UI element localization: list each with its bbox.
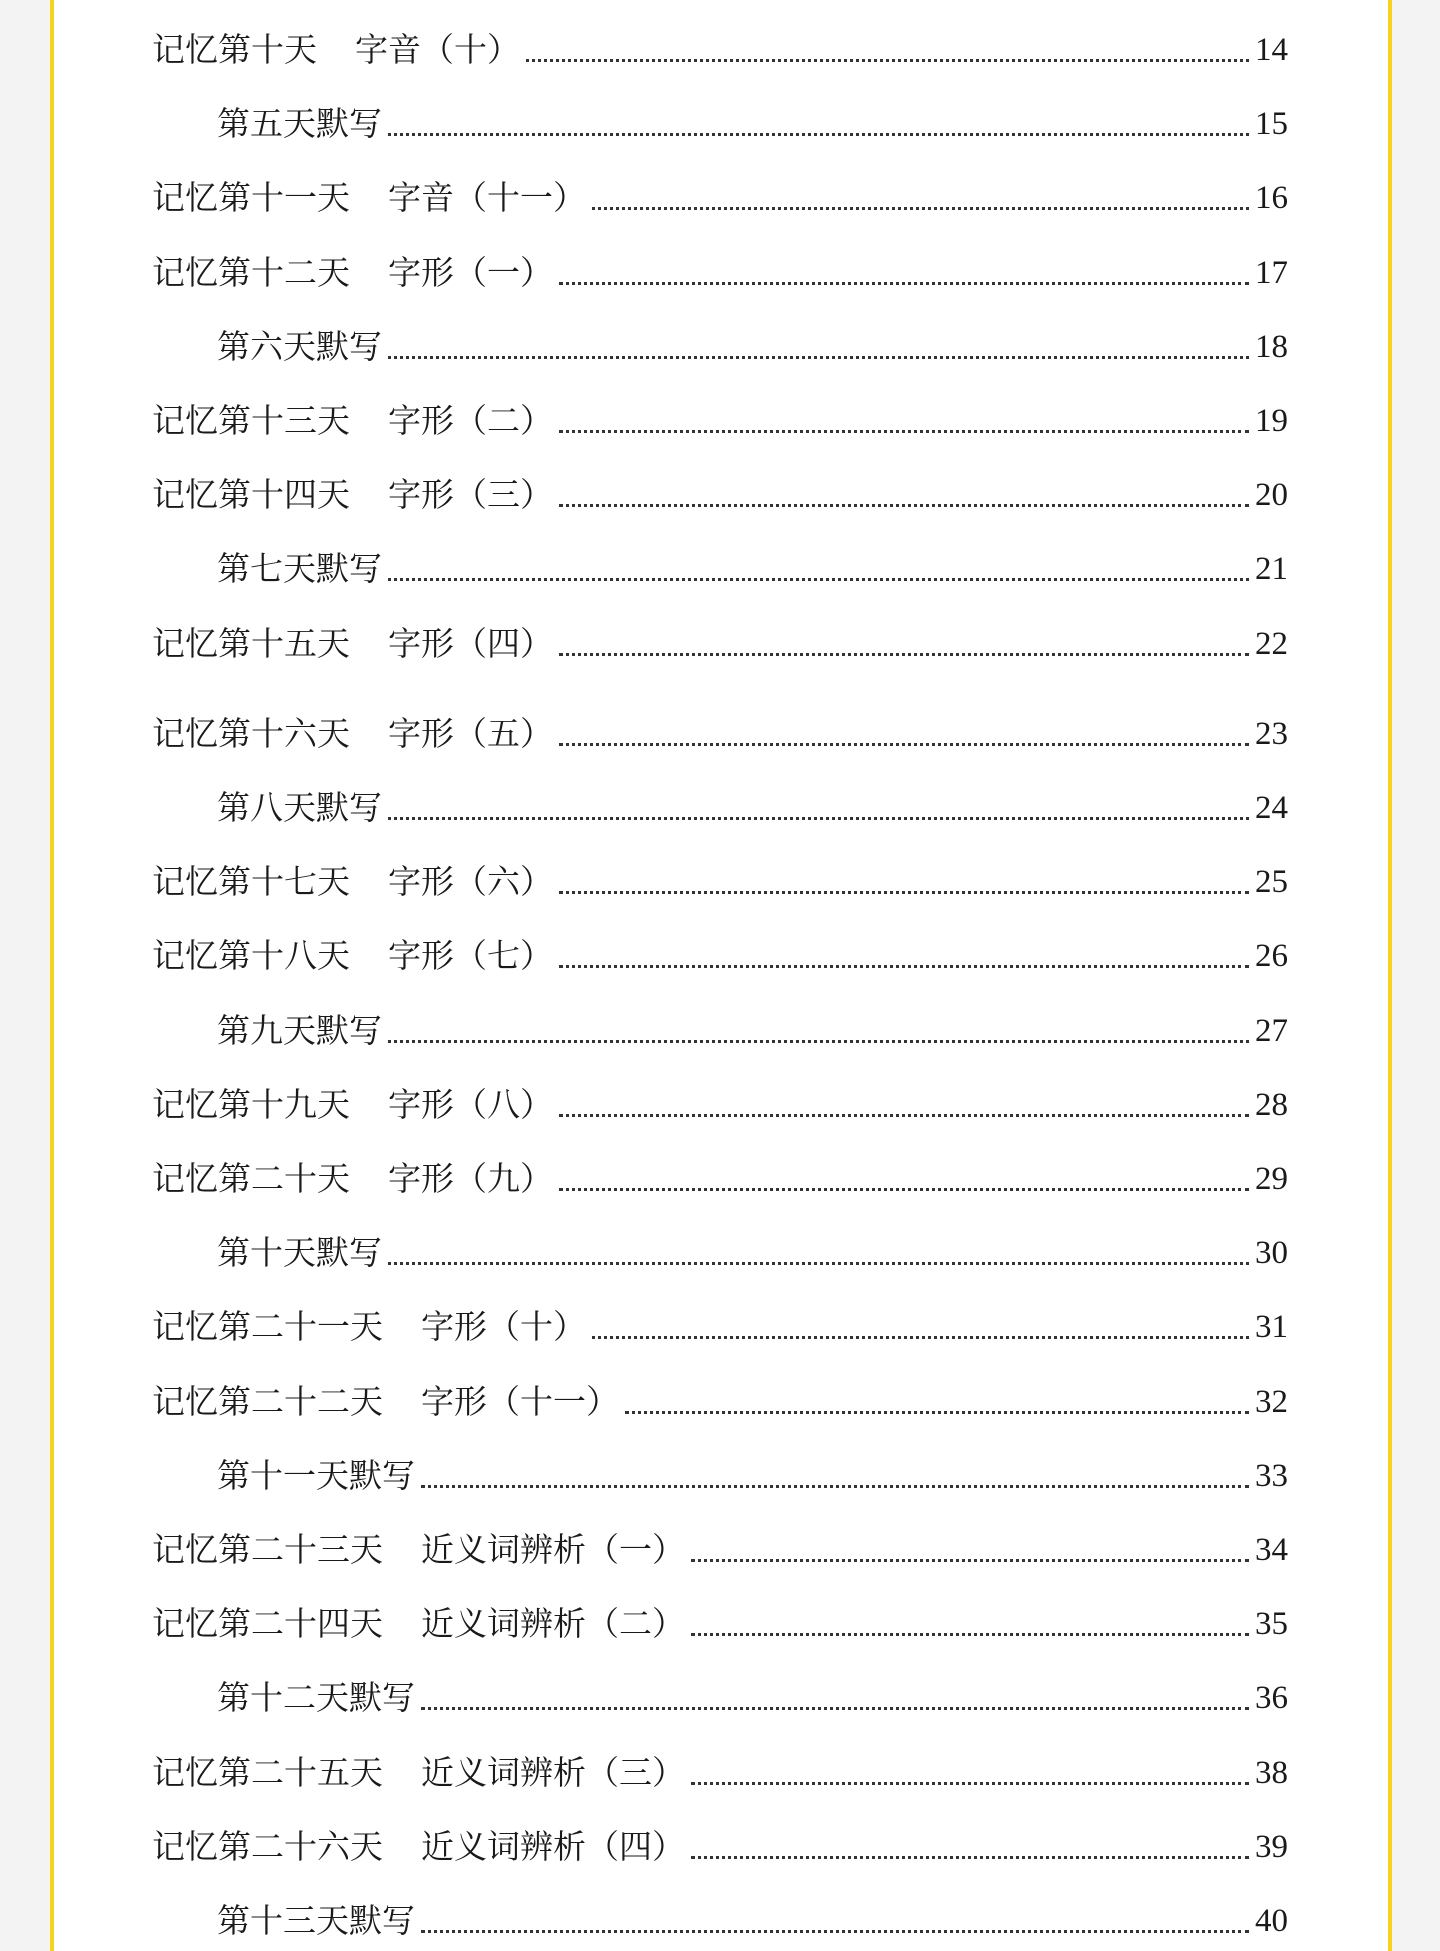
page-number: 18 [1255, 329, 1288, 365]
toc-entry[interactable] [152, 10, 1288, 70]
entry-label [217, 1456, 415, 1496]
toc-dictation-entry[interactable] [217, 84, 1288, 144]
entry-day: 记忆第十四天 [152, 475, 350, 514]
entry-label [152, 1382, 619, 1422]
page-number: 39 [1255, 1829, 1288, 1865]
page-number: 34 [1255, 1532, 1288, 1568]
page-number: 29 [1255, 1161, 1288, 1197]
page-number: 35 [1255, 1606, 1288, 1642]
entry-topic: 字形（八） [388, 1085, 553, 1124]
page-number: 38 [1255, 1755, 1288, 1791]
entry-day: 第六天默写 [217, 327, 382, 366]
entry-label [152, 1530, 685, 1570]
toc-entry[interactable] [152, 1733, 1288, 1793]
entry-topic: 字形（五） [388, 714, 553, 753]
toc-entry[interactable] [152, 694, 1288, 754]
entry-topic: 近义词辨析（四） [421, 1827, 685, 1866]
toc-entry[interactable] [152, 1287, 1288, 1347]
entry-label [217, 549, 382, 589]
entry-topic: 近义词辨析（一） [421, 1530, 685, 1569]
entry-topic: 字形（一） [388, 253, 553, 292]
entry-label [217, 788, 382, 828]
entry-topic: 字形（三） [388, 475, 553, 514]
entry-day: 第五天默写 [217, 104, 382, 143]
toc-dictation-entry[interactable] [217, 529, 1288, 589]
entry-topic: 字音（十） [355, 30, 520, 69]
entry-day: 记忆第十二天 [152, 253, 350, 292]
page-number: 23 [1255, 716, 1288, 752]
page-number: 19 [1255, 403, 1288, 439]
entry-label [152, 862, 553, 902]
toc-entry[interactable] [152, 1362, 1288, 1422]
entry-topic: 字形（七） [388, 936, 553, 975]
toc-entry[interactable] [152, 842, 1288, 902]
entry-day: 记忆第二十二天 [152, 1382, 383, 1421]
toc-dictation-entry[interactable] [217, 768, 1288, 828]
dot-leader [559, 653, 1249, 656]
entry-day: 记忆第十五天 [152, 624, 350, 663]
entry-topic: 字形（九） [388, 1159, 553, 1198]
entry-day: 记忆第二十六天 [152, 1827, 383, 1866]
page-number: 16 [1255, 180, 1288, 216]
page-number: 20 [1255, 477, 1288, 513]
dot-leader [559, 1188, 1249, 1191]
dot-leader [559, 743, 1249, 746]
dot-leader [691, 1633, 1249, 1636]
dot-leader [691, 1856, 1249, 1859]
entry-day: 第十一天默写 [217, 1456, 415, 1495]
page-number: 31 [1255, 1309, 1288, 1345]
toc-dictation-entry[interactable] [217, 1658, 1288, 1718]
page-number: 21 [1255, 551, 1288, 587]
dot-leader [592, 1336, 1249, 1339]
entry-label [152, 253, 553, 293]
entry-label [152, 1085, 553, 1125]
dot-leader [388, 1040, 1249, 1043]
dot-leader [592, 207, 1249, 210]
dot-leader [559, 965, 1249, 968]
entry-day: 记忆第十三天 [152, 401, 350, 440]
entry-topic: 字形（二） [388, 401, 553, 440]
toc-dictation-entry[interactable] [217, 991, 1288, 1051]
toc-entry[interactable] [152, 604, 1288, 664]
entry-day: 第七天默写 [217, 549, 382, 588]
entry-day: 记忆第二十天 [152, 1159, 350, 1198]
dot-leader [625, 1411, 1249, 1414]
page-number: 40 [1255, 1903, 1288, 1939]
entry-day: 记忆第二十五天 [152, 1753, 383, 1792]
page-number: 17 [1255, 255, 1288, 291]
entry-day: 记忆第十天 [152, 30, 317, 69]
entry-day: 第十二天默写 [217, 1678, 415, 1717]
entry-label [217, 1011, 382, 1051]
dot-leader [421, 1485, 1249, 1488]
page-number: 26 [1255, 938, 1288, 974]
toc-entry[interactable] [152, 1065, 1288, 1125]
entry-topic: 字音（十一） [388, 178, 586, 217]
dot-leader [559, 1114, 1249, 1117]
entry-label [152, 1307, 586, 1347]
entry-topic: 近义词辨析（二） [421, 1604, 685, 1643]
page-number: 24 [1255, 790, 1288, 826]
dot-leader [388, 817, 1249, 820]
left-margin-background [0, 0, 50, 1951]
entry-day: 记忆第十八天 [152, 936, 350, 975]
dot-leader [559, 891, 1249, 894]
entry-day: 记忆第二十一天 [152, 1307, 383, 1346]
toc-dictation-entry[interactable] [217, 1881, 1288, 1941]
entry-topic: 字形（十一） [421, 1382, 619, 1421]
right-margin-background [1390, 0, 1440, 1951]
entry-label [152, 30, 520, 70]
entry-label [152, 936, 553, 976]
page-number: 15 [1255, 106, 1288, 142]
page-number: 30 [1255, 1235, 1288, 1271]
dot-leader [691, 1559, 1249, 1562]
toc-entry[interactable] [152, 455, 1288, 515]
dot-leader [691, 1782, 1249, 1785]
entry-label [152, 401, 553, 441]
page-number: 33 [1255, 1458, 1288, 1494]
dot-leader [388, 1262, 1249, 1265]
entry-day: 记忆第十六天 [152, 714, 350, 753]
page-number: 14 [1255, 32, 1288, 68]
entry-day: 第九天默写 [217, 1011, 382, 1050]
entry-label [217, 1901, 415, 1941]
entry-topic: 字形（四） [388, 624, 553, 663]
dot-leader [388, 578, 1249, 581]
right-yellow-border [1388, 0, 1392, 1951]
page-number: 32 [1255, 1384, 1288, 1420]
dot-leader [421, 1930, 1249, 1933]
dot-leader [421, 1707, 1249, 1710]
entry-label [152, 178, 586, 218]
page-number: 36 [1255, 1680, 1288, 1716]
toc-entry[interactable] [152, 233, 1288, 293]
entry-label [152, 624, 553, 664]
page-number: 22 [1255, 626, 1288, 662]
entry-label [152, 1827, 685, 1867]
entry-label [152, 1159, 553, 1199]
entry-day: 第十天默写 [217, 1233, 382, 1272]
toc-entry[interactable] [152, 1510, 1288, 1570]
entry-day: 记忆第十一天 [152, 178, 350, 217]
entry-label [152, 714, 553, 754]
toc-dictation-entry[interactable] [217, 307, 1288, 367]
entry-label [152, 1604, 685, 1644]
toc-dictation-entry[interactable] [217, 1213, 1288, 1273]
toc-entry[interactable] [152, 1584, 1288, 1644]
dot-leader [559, 504, 1249, 507]
entry-topic: 字形（六） [388, 862, 553, 901]
entry-topic: 近义词辨析（三） [421, 1753, 685, 1792]
entry-label [217, 1678, 415, 1718]
dot-leader [559, 282, 1249, 285]
toc-entry[interactable] [152, 158, 1288, 218]
dot-leader [559, 430, 1249, 433]
dot-leader [388, 356, 1249, 359]
page-number: 25 [1255, 864, 1288, 900]
entry-day: 记忆第二十三天 [152, 1530, 383, 1569]
entry-label [152, 1753, 685, 1793]
entry-day: 记忆第十七天 [152, 862, 350, 901]
entry-day: 记忆第二十四天 [152, 1604, 383, 1643]
left-yellow-border [50, 0, 54, 1951]
entry-label [152, 475, 553, 515]
entry-topic: 字形（十） [421, 1307, 586, 1346]
entry-label [217, 104, 382, 144]
page-number: 28 [1255, 1087, 1288, 1123]
entry-label [217, 1233, 382, 1273]
toc-entry[interactable] [152, 1807, 1288, 1867]
page-number: 27 [1255, 1013, 1288, 1049]
toc-dictation-entry[interactable] [217, 1436, 1288, 1496]
toc-entry[interactable] [152, 916, 1288, 976]
entry-day: 记忆第十九天 [152, 1085, 350, 1124]
toc-entry[interactable] [152, 381, 1288, 441]
dot-leader [526, 59, 1249, 62]
toc-entry[interactable] [152, 1139, 1288, 1199]
entry-day: 第八天默写 [217, 788, 382, 827]
entry-label [217, 327, 382, 367]
dot-leader [388, 133, 1249, 136]
entry-day: 第十三天默写 [217, 1901, 415, 1940]
